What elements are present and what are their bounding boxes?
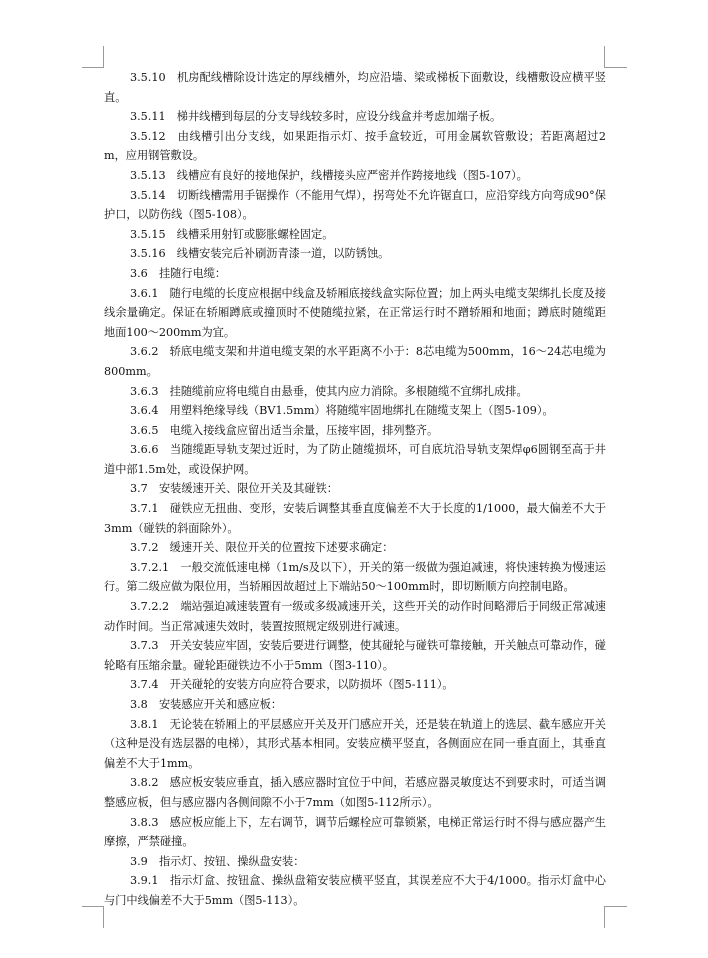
paragraph-3-6-5: 3.6.5 电缆入接线盒应留出适当余量，压接牢固，排列整齐。 [130, 423, 439, 437]
paragraph-3-7-2: 3.7.2 缓速开关、限位开关的位置按下述要求确定： [130, 541, 394, 555]
paragraph-3-7-2-1: 3.7.2.1 一般交流低速电梯（1m/s及以下），开关的第一级做为强迫减速，将快速转换为慢速运行。第二级应做为限位用，当轿厢因故超过上下端站50～100mm时，即切断顺方向控制电路。 [104, 560, 606, 594]
crop-mark-bottom-left-horizontal [82, 906, 104, 907]
paragraph-3-8-3: 3.8.3 感应板应能上下，左右调节，调节后螺栓应可靠锁紧，电梯正常运行时不得与感应器产生摩擦，严禁碰撞。 [104, 815, 606, 849]
paragraph-3-8-2: 3.8.2 感应板安装应垂直，插入感应器时宜位于中间，若感应器灵敏度达不到要求时，可适当调整感应板，但与感应器内各侧间隙不小于7mm（如图5-112所示）。 [104, 776, 606, 809]
crop-mark-top-left-horizontal [82, 67, 104, 68]
section-heading-3-8: 3.8 安装感应开关和感应板： [130, 698, 283, 711]
paragraph-3-6-3: 3.6.3 挂随缆前应将电缆自由悬垂，使其内应力消除。多根随缆不宜绑扎成排。 [130, 384, 528, 398]
crop-mark-top-right-horizontal [605, 67, 627, 68]
paragraph-3-5-16: 3.5.16 线槽安装完后补刷沥青漆一道，以防锈蚀。 [130, 247, 390, 261]
paragraph-3-5-10: 3.5.10 机房配线槽除设计选定的厚线槽外，均应沿墙、梁或梯板下面敷设，线槽敷设应横平竖直。 [104, 71, 606, 104]
section-heading-3-9: 3.9 指示灯、按钮、操纵盘安装： [130, 854, 305, 868]
paragraph-3-8-1: 3.8.1 无论装在轿厢上的平层感应开关及开门感应开关，还是装在轨道上的选层、截车感应开关（这种是没有选层器的电梯），其形式基本相同。安装应横平竖直，各侧面应在同一垂直面上，其垂直偏差不大于1mm。 [104, 717, 606, 770]
paragraph-3-5-12: 3.5.12 由线槽引出分支线，如果距指示灯、按手盒较近，可用金属软管敷设；若距离超过2m，应用钢管敷设。 [104, 129, 606, 163]
paragraph-3-9-1: 3.9.1 指示灯盒、按钮盒、操纵盘箱安装应横平竖直，其误差应不大于4/1000。指示灯盒中心与门中线偏差不大于5mm（图5-113）。 [104, 874, 606, 907]
paragraph-3-7-3: 3.7.3 开关安装应牢固，安装后要进行调整，使其碰轮与碰铁可靠接触，开关触点可靠动作，碰轮略有压缩余量。碰轮距碰铁边不小于5mm（图3-110）。 [104, 639, 606, 672]
crop-mark-top-right-vertical [604, 46, 605, 68]
crop-mark-top-left-vertical [103, 46, 104, 68]
paragraph-3-7-1: 3.7.1 碰铁应无扭曲、变形，安装后调整其垂直度偏差不大于长度的1/1000，最大偏差不大于3mm（碰铁的斜面除外）。 [104, 502, 606, 535]
paragraph-3-5-11: 3.5.11 梯井线槽到每层的分支导线较多时，应设分线盒并考虑加端子板。 [130, 110, 502, 124]
paragraph-3-7-2-2: 3.7.2.2 端站强迫减速装置有一级或多级减速开关，这些开关的动作时间略滞后于同级正常减速动作时间。当正常减速失效时，装置按照规定级别进行减速。 [104, 600, 606, 633]
paragraph-3-6-1: 3.6.1 随行电缆的长度应根据中线盒及轿厢底接线盒实际位置；加上两头电缆支架绑扎长度及接线余量确定。保证在轿厢蹲底或撞顶时不使随缆拉紧，在正常运行时不蹭轿厢和地面；蹲底时随缆距地面100～200mm为宜。 [104, 286, 606, 339]
paragraph-3-5-13: 3.5.13 线槽应有良好的接地保护，线槽接头应严密并作跨接地线（图5-107）。 [130, 168, 528, 182]
paragraph-3-5-15: 3.5.15 线槽采用射钉或膨胀螺栓固定。 [130, 227, 334, 241]
paragraph-3-6-6: 3.6.6 当随缆距导轨支架过近时，为了防止随缆损坏，可自底坑沿导轨支架焊φ6圆钢至高于井道中部1.5m处，或设保护网。 [104, 443, 606, 476]
paragraph-3-7-4: 3.7.4 开关碰轮的安装方向应符合要求，以防损坏（图5-111）。 [130, 678, 454, 692]
crop-mark-bottom-right-horizontal [605, 906, 627, 907]
section-heading-3-6: 3.6 挂随行电缆： [130, 266, 227, 280]
paragraph-3-5-14: 3.5.14 切断线槽需用手锯操作（不能用气焊），拐弯处不允许锯直口，应沿穿线方向弯成90°保护口，以防伤线（图5-108）。 [104, 188, 606, 222]
section-heading-3-7: 3.7 安装缓速开关、限位开关及其碰铁： [130, 482, 338, 496]
paragraph-3-6-4: 3.6.4 用塑料绝缘导线（BV1.5mm）将随缆牢固地绑扎在随缆支架上（图5-109）。 [130, 404, 554, 418]
document-body [104, 68, 606, 911]
paragraph-3-6-2: 3.6.2 轿底电缆支架和井道电缆支架的水平距离不小于：8芯电缆为500mm，16～24芯电缆为800mm。 [104, 345, 606, 378]
